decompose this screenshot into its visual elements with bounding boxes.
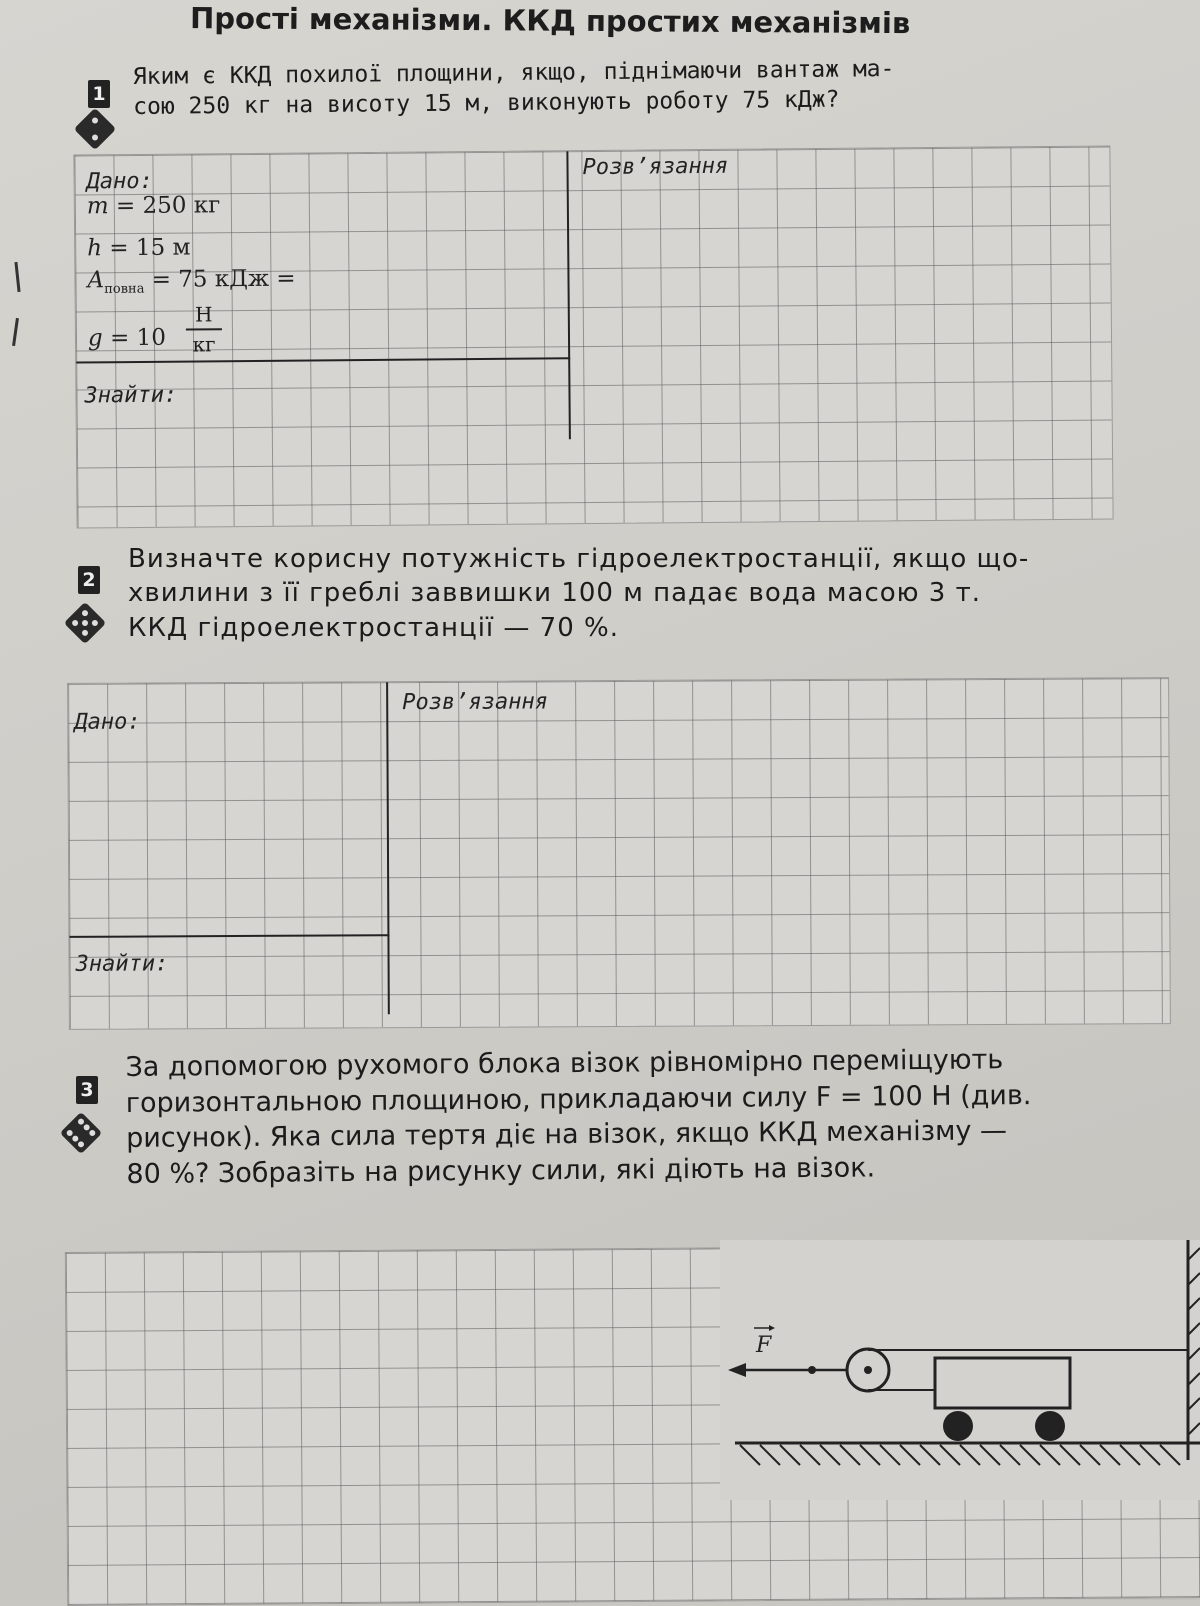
given-find-divider <box>69 934 389 938</box>
given-solution-divider <box>566 151 571 439</box>
task-2-question <box>128 542 1029 645</box>
question-line: Яким є ККД похилої площини, якщо, піднімаючи вантаж ма- <box>132 56 895 90</box>
given-work: $A_{повна} = 75$ кДж = <box>87 265 296 297</box>
task-number-badge: 1 <box>88 80 110 108</box>
question-line: сою 250 кг на висоту 15 м, виконують роботу 75 кДж? <box>133 86 840 121</box>
margin-mark <box>14 262 20 292</box>
question-line: хвилини з її греблі заввишки 100 м падає вода масою 3 т. <box>128 578 982 609</box>
task-number-badge: 3 <box>76 1076 98 1104</box>
find-label: Знайти: <box>75 951 169 977</box>
margin-mark <box>12 318 19 346</box>
force-attachment-point <box>808 1366 816 1374</box>
difficulty-dice-icon <box>60 1112 102 1154</box>
cart-wheel <box>1035 1411 1065 1441</box>
task-number-badge: 2 <box>78 566 100 594</box>
solution-label: Розв’язання <box>402 689 548 716</box>
question-line: горизонтальною площиною, прикладаючи силу F = 100 Н (див. <box>125 1079 1032 1119</box>
given-mass: m = 250 кг <box>86 192 221 220</box>
given-label: Дано: <box>74 709 141 735</box>
difficulty-dice-icon <box>64 602 106 644</box>
cart-wheel <box>943 1411 973 1441</box>
question-line: рисунок). Яка сила тертя діє на візок, якщо ККД механізму — <box>126 1115 1008 1155</box>
question-line: Визначте корисну потужність гідроелектростанції, якщо що- <box>128 544 1030 574</box>
given-label: Дано: <box>86 168 153 195</box>
difficulty-dice-icon <box>74 108 116 150</box>
given-solution-divider <box>386 682 390 1014</box>
find-label: Знайти: <box>84 382 178 409</box>
pulley-cart-figure <box>720 1240 1200 1500</box>
question-line: За допомогою рухомого блока візок рівномірно переміщують <box>125 1044 1004 1083</box>
solution-label: Розв’язання <box>582 153 729 181</box>
task-1-question <box>133 54 895 123</box>
force-label: F <box>756 1333 772 1358</box>
task-1-answer-grid <box>73 145 1113 528</box>
page-title: Прості механізми. ККД простих механізмів <box>189 1 911 41</box>
task-2-answer-grid <box>67 677 1171 1030</box>
given-gravity: g = 10 <box>87 324 167 352</box>
given-find-divider <box>76 357 570 363</box>
gravity-unit-fraction: Н кг <box>186 302 222 356</box>
question-line: 80 %? Зобразіть на рисунку сили, які діють на візок. <box>126 1152 876 1190</box>
given-height: h = 15 м <box>87 234 191 262</box>
task-3-question <box>125 1042 1032 1192</box>
pulley-axle <box>864 1366 872 1374</box>
question-line: ККД гідроелектростанції — 70 %. <box>128 612 620 643</box>
